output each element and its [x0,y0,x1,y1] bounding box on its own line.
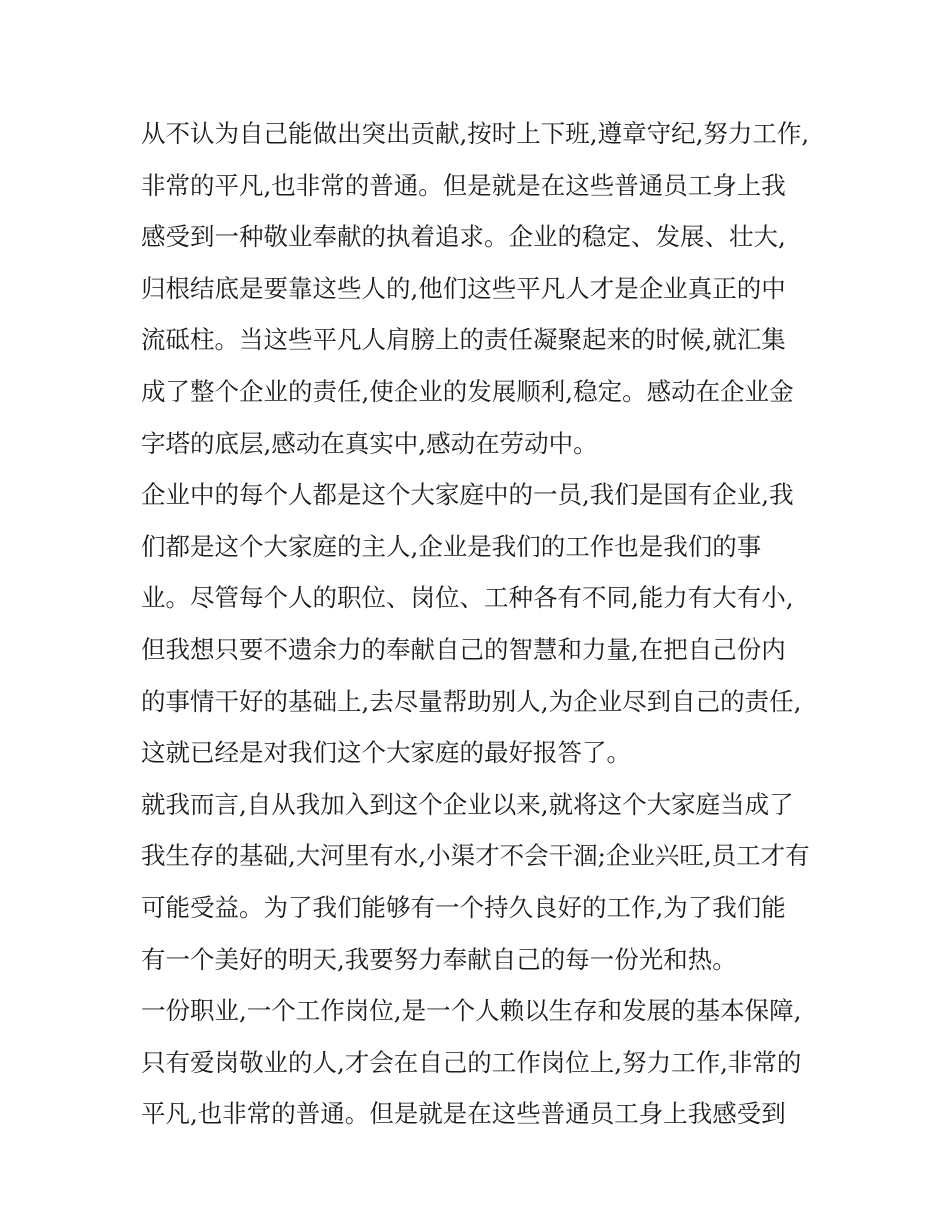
body-text [141,108,821,1140]
text-line: 从不认为自己能做出突出贡献,按时上下班,遵章守纪,努力工作, [141,119,810,148]
text-line: 平凡,也非常的普通。但是就是在这些普通员工身上我感受到 [141,1099,786,1129]
text-line: 有一个美好的明天,我要努力奉献自己的每一份光和热。 [141,944,737,974]
text-line: 流砥柱。当这些平凡人肩膀上的责任凝聚起来的时候,就汇集 [141,325,786,355]
text-line: 这就已经是对我们这个大家庭的最好报答了。 [141,738,631,768]
text-line: 一份职业,一个工作岗位,是一个人赖以生存和发展的基本保障, [141,996,802,1026]
text-line: 们都是这个大家庭的主人,企业是我们的工作也是我们的事 [141,531,762,561]
text-line: 只有爱岗敬业的人,才会在自己的工作岗位上,努力工作,非常的 [141,1047,802,1077]
text-line: 就我而言,自从我加入到这个企业以来,就将这个大家庭当成了 [141,789,794,819]
text-line: 企业中的每个人都是这个大家庭中的一员,我们是国有企业,我 [141,480,794,510]
text-line: 但我想只要不遗余力的奉献自己的智慧和力量,在把自己份内 [141,634,786,664]
text-line: 可能受益。为了我们能够有一个持久良好的工作,为了我们能 [141,892,786,922]
text-line: 成了整个企业的责任,使企业的发展顺利,稳定。感动在企业金 [141,376,794,406]
text-line: 业。尽管每个人的职位、岗位、工种各有不同,能力有大有小, [141,583,794,613]
text-line: 感受到一种敬业奉献的执着追求。企业的稳定、发展、壮大, [141,222,786,252]
text-line: 非常的平凡,也非常的普通。但是就是在这些普通员工身上我 [141,170,786,200]
text-line: 字塔的底层,感动在真实中,感动在劳动中。 [141,428,598,458]
text-line: 我生存的基础,大河里有水,小渠才不会干涸;企业兴旺,员工才有 [141,841,810,871]
text-line: 的事情干好的基础上,去尽量帮助别人,为企业尽到自己的责任, [141,686,802,716]
text-line: 归根结底是要靠这些人的,他们这些平凡人才是企业真正的中 [141,273,786,303]
